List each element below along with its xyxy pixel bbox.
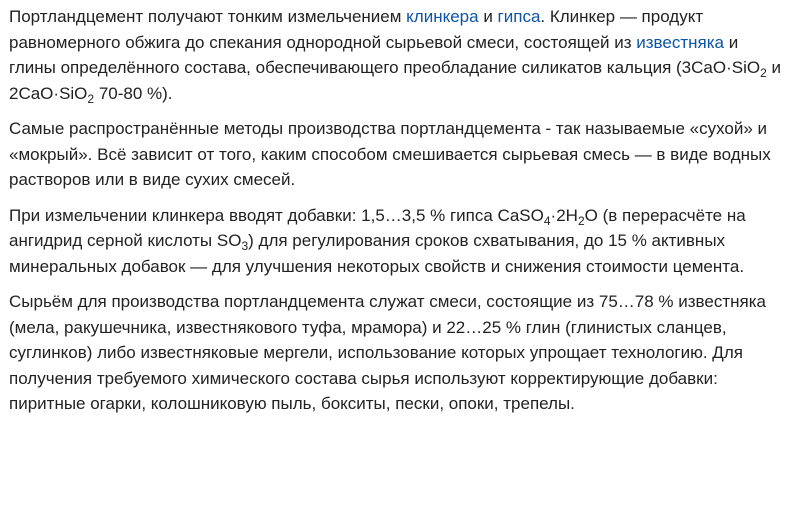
formula-subscript: 2 (87, 91, 95, 106)
paragraph-text: ·2H (550, 205, 578, 225)
formula-subscript: 4 (543, 213, 551, 228)
paragraph-text: Портландцемент получают тонким измельчением (9, 7, 407, 26)
paragraph-text: и 2CaO·SiO (9, 58, 781, 103)
paragraph-raw-materials: Сырьём для производства портландцемента служат смеси, состоящие из 75…78 % известняка (мела, ракушечника, известнякового туфа, мрамора) и 22…25 % глин (глинистых сланцев, суглинков) либо известняковые мергели, использование которых упрощает технологию. Для получения требуемого химического состава сырья используют корректирующие добавки: пиритные огарки, колошниковую пыль, бокситы, пески, опоки, трепелы. (9, 292, 766, 413)
article-body (9, 4, 784, 427)
paragraph-text: При измельчении клинкера вводят добавки: 1,5…3,5 % гипса CaSO (9, 205, 544, 225)
paragraph-text: 70-80 %). (94, 83, 173, 103)
paragraph-text: и (478, 7, 498, 26)
paragraph-additives (9, 203, 784, 280)
link-clinker[interactable]: клинкера (406, 7, 479, 26)
paragraph-text: O (в перерасчёте на ангидрид серной кислоты SO (9, 205, 746, 250)
paragraph-portland-cement-definition (9, 4, 784, 106)
link-limestone[interactable]: известняка (636, 32, 724, 52)
link-gypsum[interactable]: гипса (497, 7, 541, 26)
formula-subscript: 2 (577, 213, 585, 228)
paragraph-production-methods: Самые распространённые методы производства портландцемента - так называемые «сухой» и «мокрый». Всё зависит от того, каким способом смешивается сырьевая смесь — в виде водных растворов или в виде сухих смесей. (9, 119, 771, 189)
paragraph-text: . Клинкер — продукт равномерного обжига до спекания однородной сырьевой смеси, состоящей из (9, 7, 704, 52)
formula-subscript: 2 (760, 66, 767, 80)
formula-subscript: 3 (241, 239, 249, 253)
paragraph-text: ) для регулирования сроков схватывания, до 15 % активных минеральных добавок — для улучшения некоторых свойств и снижения стоимости цемента. (9, 231, 745, 276)
paragraph-text: и глины определённого состава, обеспечивающего преобладание силикатов кальция (3CaO·SiO (9, 32, 761, 77)
